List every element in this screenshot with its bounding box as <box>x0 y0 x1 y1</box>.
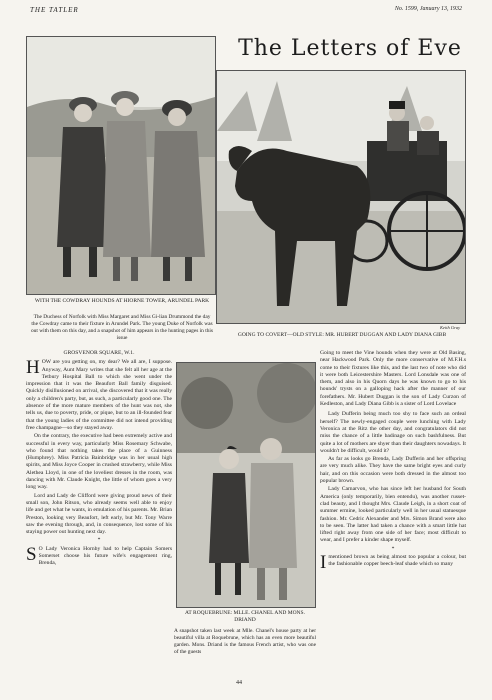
dateline: GROSVENOR SQUARE, W.1. <box>63 350 135 356</box>
photo-roquebrune <box>176 362 316 608</box>
magazine-name: THE TATLER <box>30 6 79 14</box>
paragraph: Lady Carnarvon, who has since left her husband for South America (only temporarily, bien entendu), was another russet-clad beauty, and I thought Mrs. Claude Leigh, in a short coat of summer ermine, looked particularly well in her usual statuesque fashion. Mr. Cedric Alexander and Mrs. Simon Brand were also to be seen. The latter had taken a chance with a smart little hat lifted right away from one side of her face; most difficult to wear, and I prefer a kinder shape myself. <box>320 486 466 544</box>
page-title: The Letters of Eve <box>238 36 462 61</box>
paragraph: Imentioned brown as being almost too popular a colour, but the fashionable copper beech-leaf shade which so many <box>320 552 466 574</box>
paragraph: HOW are you getting on, my dear? We all are, I suppose. Anyway, Aunt Mary writes that she felt all her age at the Tetbury Hospital Ball to which she went under the impression that it was the Beaufort Ball family disguised. Quickly disillusioned on arrival, she discovered that it was really only a children's party, but, as such, a particularly good one. The absence of the more mature members of the hunt was not, she tells us, due to poverty, pride, or pique, but to an ill-founded fear that the young ladies of the committee did not intend providing free champagne—so they stayed away. <box>26 357 172 431</box>
caption-roquebrune: AT ROQUEBRUNE: MLLE. CHANEL AND MONS. DRIAND <box>185 610 305 623</box>
photo-going-to-covert <box>216 70 466 324</box>
caption-cowdray-hounds: WITH THE COWDRAY HOUNDS AT HIORNE TOWER, ARUNDEL PARK <box>34 298 210 304</box>
paragraph: Lord and Lady de Clifford were giving proud news of their small son, John Ritson, who already seems well able to enjoy life and get what he wants, in emulation of his parents. Mr. Brian Preston, looking very Beaufort, left early, but Mr. Tony Warre saw the evening through, and, in consequence, lost some of his staying power out hunting next day. <box>26 492 172 536</box>
drop-cap: S <box>26 543 37 565</box>
section-star: * <box>391 545 395 552</box>
paragraph: Lady Dufferin being much too shy to face such an ordeal herself? The newly-engaged couple were lunching with Lady Veronica at the Ritz the other day, and congratulators did not miss the chance of a little badinage on such bashfulness. But quite a lot of mothers are shyer than their daughters nowadays. It wouldn't be difficult, would it? <box>320 411 466 454</box>
drop-cap: I <box>320 552 327 574</box>
paragraph: As far as looks go Brenda, Lady Dufferin and her offspring are very much alike. They have the same bright eyes and curly hair, and on this occasion were both dressed in the almost too popular brown. <box>320 456 466 485</box>
paragraph: S O Lady Veronica Hornby had to help Captain Somers Somerset choose his future wife's engagement ring, Brenda, <box>26 543 172 567</box>
photo-cowdray-hounds <box>26 36 216 295</box>
issue-line: No. 1599, January 13, 1932 <box>394 6 462 12</box>
caption-roquebrune-text: A snapshot taken last week at Mlle. Chanel's house party at her beautiful villa at Roquebrune, which has an even more beautiful garden. Mons. Driand is the famous French artist, who was one of the guests <box>174 628 316 655</box>
photo-credit: Keith Gray <box>440 325 461 330</box>
section-star: * <box>97 537 101 544</box>
drop-cap: H <box>26 357 40 379</box>
caption-going-to-covert: GOING TO COVERT—OLD STYLE: MR. HUBERT DUGGAN AND LADY DIANA GIBB <box>237 332 447 338</box>
left-column <box>26 350 172 569</box>
caption-cowdray-text: The Duchess of Norfolk with Miss Margaret and Miss Gi-lian Drummond the day the Cowdray came to their fixture in Arundel Park. The young Duke of Norfolk was out with them on this day, and a snapshot of him appears in the hunting pages in this issue <box>30 314 213 341</box>
page-number: 44 <box>236 680 242 686</box>
right-column <box>320 350 466 574</box>
caption-continuation: Going to meet the Vine hounds when they were at Old Basing, near Hackwood Park. Only the more conservative of M.F.H.s come to their fixtures like this, and the last two of note who did it were both Leicestershire Masters. Lord Lonsdale was one of them, and also in his Quorn days he was known to go to his hounds' trysts on a galloping hack after the manner of our forefathers. Mr. Hubert Duggan is the son of Lady Curzon of Kedleston, and Lady Diana Gibb is a sister of Lord Lovelace <box>320 350 466 408</box>
paragraph: On the contrary, the executive had been extremely active and successful in every way, particularly Miss Rosemary Schwabe, who found that nothing takes the place of a Guinness (Humphrey). Miss Patricia Bainbridge was in her usual high spirits, and Miss Joyce Cooper in crushed strawberry, while Miss Alethea Lloyd, in one of the loveliest dresses in the room, was dancing with Mr. Claude Knight, the little of whom goes a very long way. <box>26 433 172 491</box>
